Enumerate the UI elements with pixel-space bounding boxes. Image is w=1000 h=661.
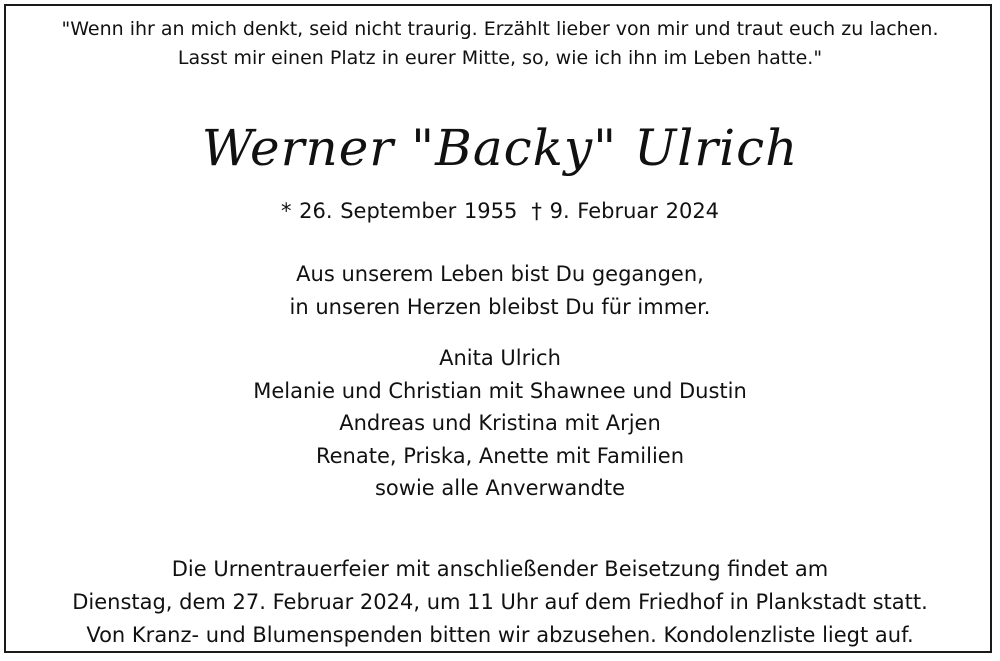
deceased-name: Werner "Backy" Ulrich [201,119,799,177]
mourners-list [0,342,1000,505]
death-date: † 9. Februar 2024 [531,199,720,223]
verse-line-2: in unseren Herzen bleibst Du für immer. [289,295,711,319]
mourner-line: Renate, Priska, Anette mit Familien [315,443,685,468]
notice-line-1: Die Urnentrauerfeier mit anschließender Beisetzung findet am [171,557,829,581]
verse-line-1: Aus unserem Leben bist Du gegangen, [296,262,704,286]
memorial-quote [0,15,1000,73]
notice-line-2: Dienstag, dem 27. Februar 2024, um 11 Uhr auf dem Friedhof in Plankstadt statt. [72,590,928,614]
mourner-line: Melanie und Christian mit Shawnee und Dustin [253,378,747,403]
mourner-line: Andreas und Kristina mit Arjen [339,411,661,435]
birth-date: * 26. September 1955 [280,199,518,223]
mourner-line: Anita Ulrich [439,346,561,370]
mourner-line: sowie alle Anverwandte [374,476,626,500]
funeral-notice [0,553,1000,652]
quote-line-1: "Wenn ihr an mich denkt, seid nicht traurig. Erzählt lieber von mir und traut euch zu lachen. [61,18,939,40]
farewell-verse [0,258,1000,324]
notice-line-3: Von Kranz- und Blumenspenden bitten wir abzusehen. Kondolenzliste liegt auf. [86,623,914,647]
quote-line-2: Lasst mir einen Platz in eurer Mitte, so, wie ich ihn im Leben hatte." [177,47,823,69]
life-dates [0,196,1000,226]
